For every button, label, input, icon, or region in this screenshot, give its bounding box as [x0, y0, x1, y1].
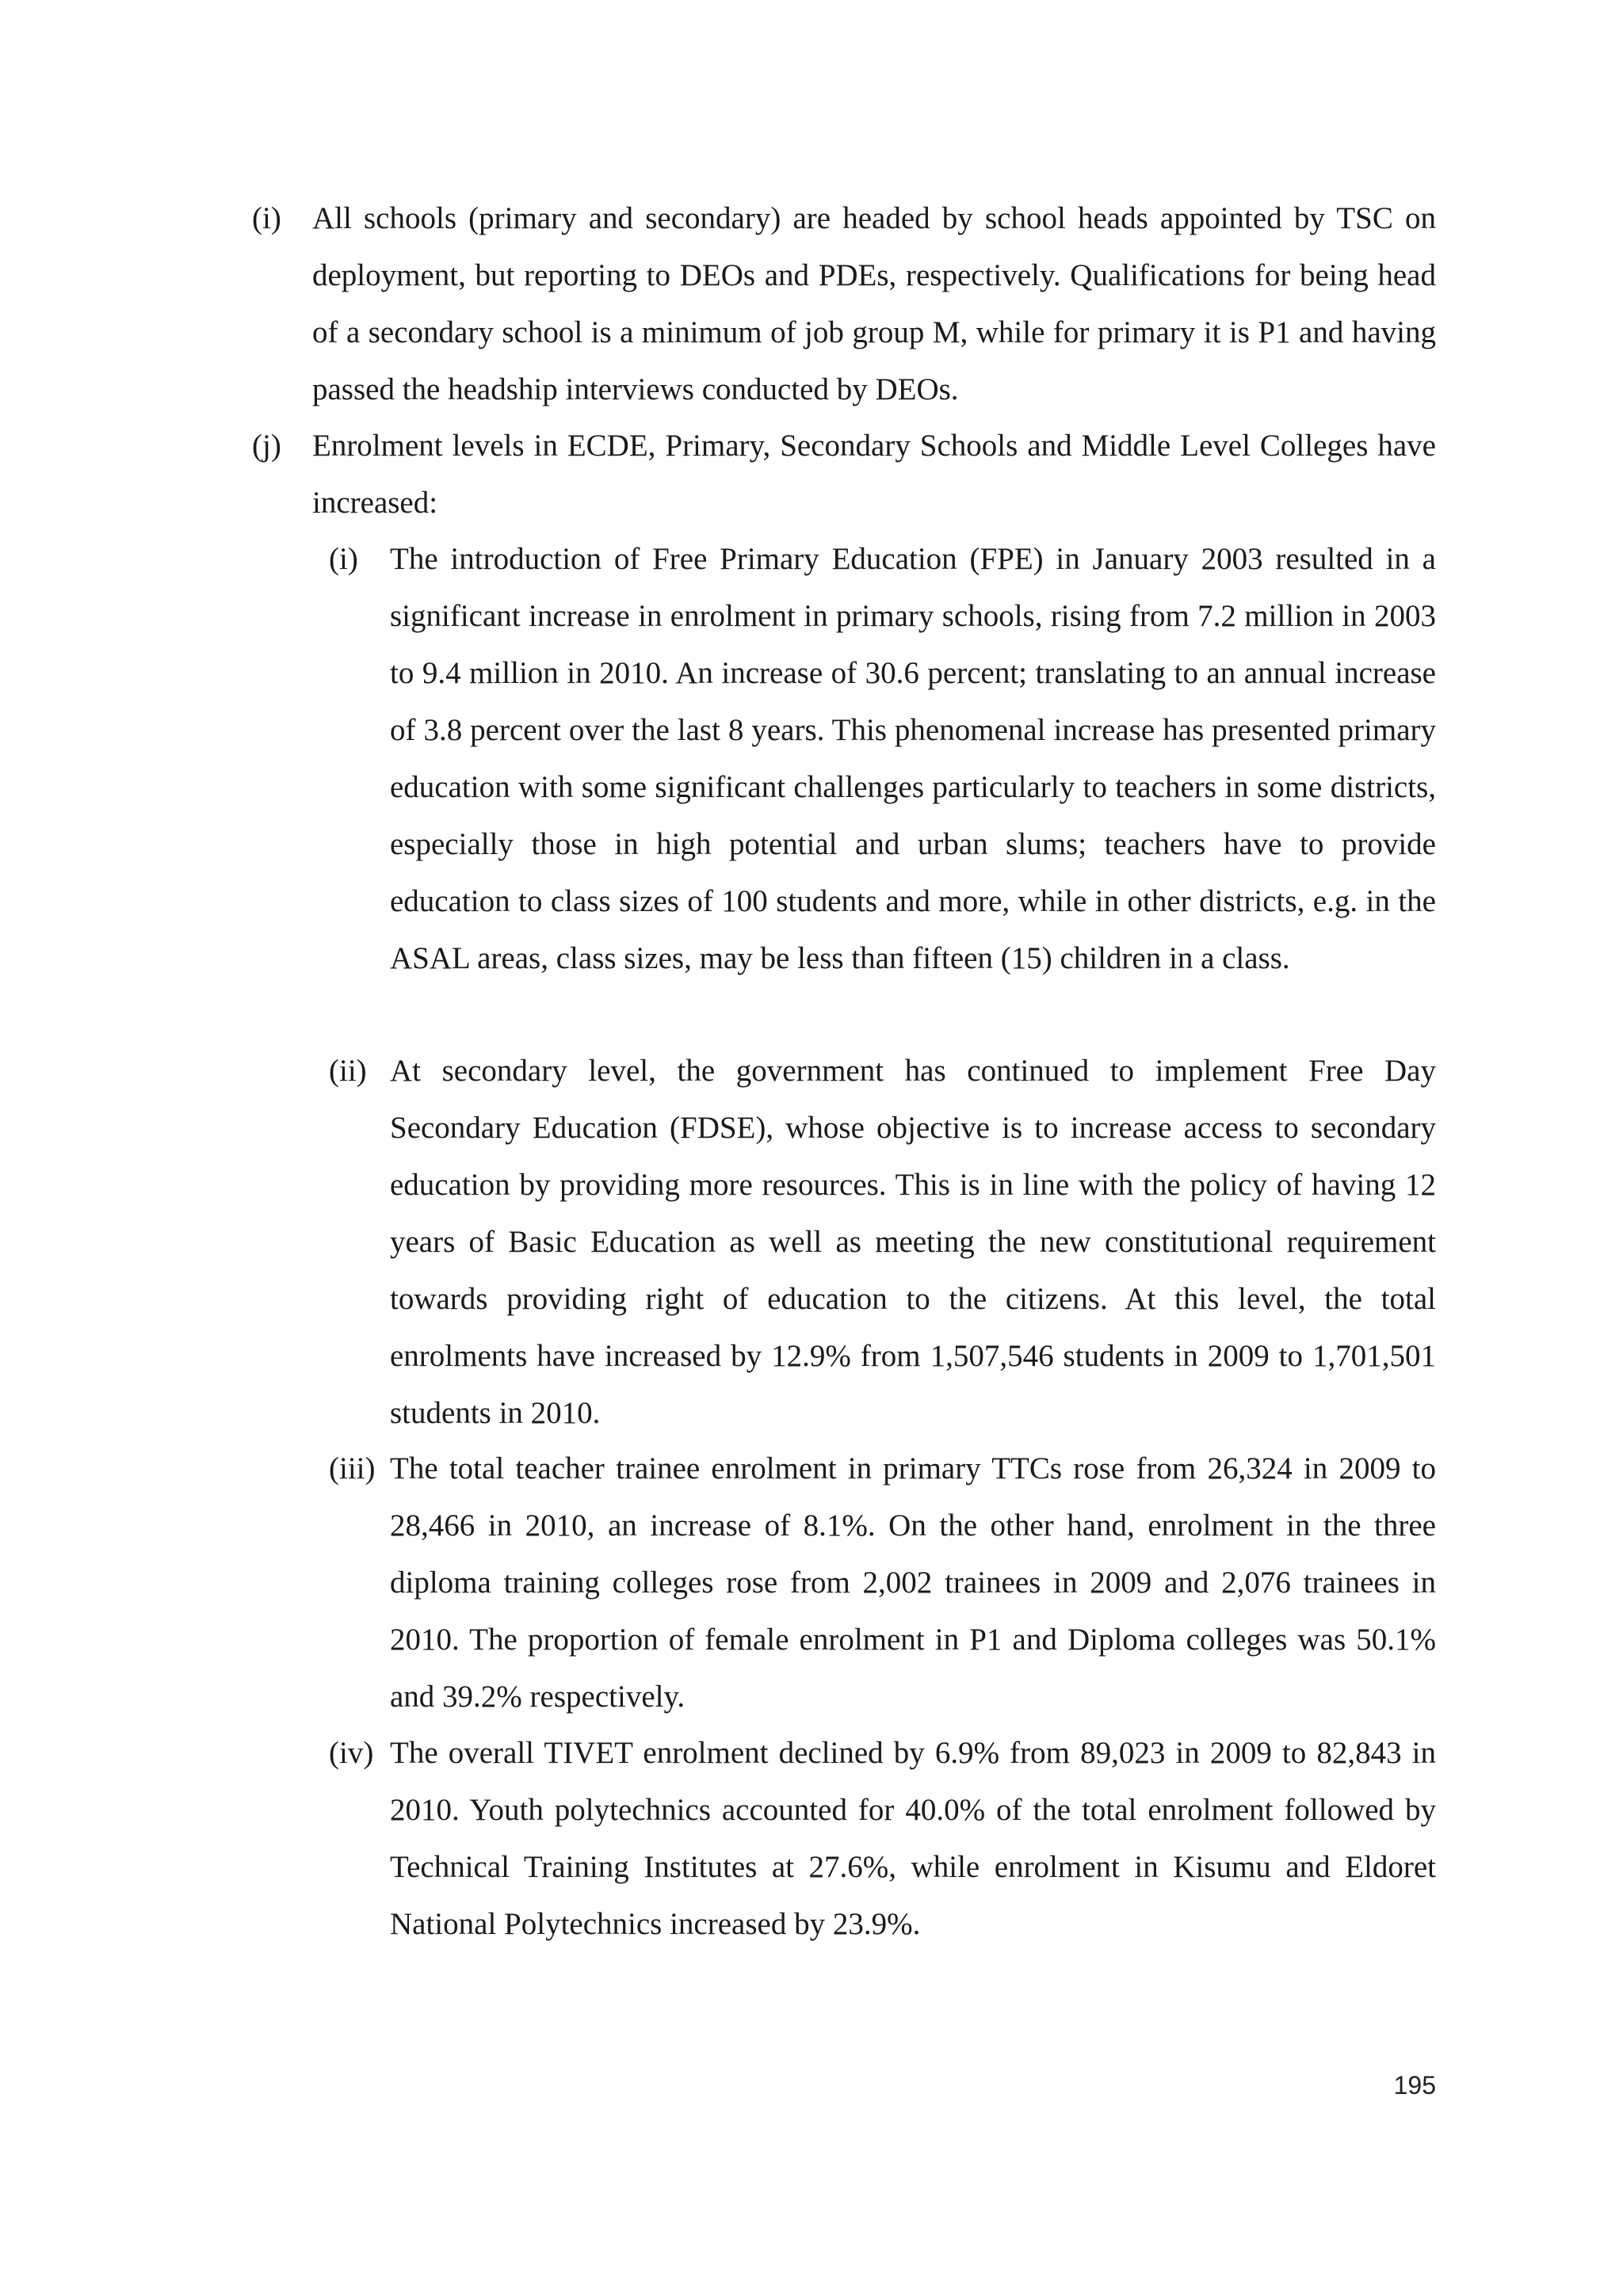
- list-item-text: Enrolment levels in ECDE, Primary, Secondary Schools and Middle Level Colleges have increased:: [312, 429, 1436, 520]
- sublist-item-iv: [329, 1725, 1436, 1953]
- sublist-item-iii: [329, 1440, 1436, 1726]
- sublist-item-text: The total teacher trainee enrolment in primary TTCs rose from 26,324 in 2009 to 28,466 in 2010, an increase of 8.1%. On the other hand, enrolment in the three diploma training colleges rose from 2,002 trainees in 2009 and 2,076 trainees in 2010. The proportion of female enrolment in P1 and Diploma colleges was 50.1% and 39.2% respectively.: [390, 1451, 1436, 1714]
- list-item-text: All schools (primary and secondary) are headed by school heads appointed by TSC on deployment, but reporting to DEOs and PDEs, respectively. Qualifications for being head of a secondary school is a minimum of job group M, while for primary it is P1 and having passed the headship interviews conducted by DEOs.: [312, 201, 1436, 406]
- sublist-marker: (iii): [329, 1451, 376, 1486]
- list-item-j: [252, 418, 1436, 532]
- sublist-item-text: The introduction of Free Primary Education (FPE) in January 2003 resulted in a significant increase in enrolment in primary schools, rising from 7.2 million in 2003 to 9.4 million in 2010. An increase of 30.6 percent; translating to an annual increase of 3.8 percent over the last 8 years. This phenomenal increase has presented primary education with some significant challenges particularly to teachers in some districts, especially those in high potential and urban slums; teachers have to provide education to class sizes of 100 students and more, while in other districts, e.g. in the ASAL areas, class sizes, may be less than fifteen (15) children in a class.: [390, 542, 1436, 975]
- list-marker: (j): [252, 429, 281, 463]
- sublist-item-i: [329, 531, 1436, 987]
- sublist-marker: (iv): [329, 1736, 374, 1770]
- list-marker: (i): [252, 201, 281, 235]
- sublist-item-text: The overall TIVET enrolment declined by 6.9% from 89,023 in 2009 to 82,843 in 2010. Youth polytechnics accounted for 40.0% of the total enrolment followed by Technical Training Institutes at 27.6%, while enrolment in Kisumu and Eldoret National Polytechnics increased by 23.9%.: [390, 1736, 1436, 1941]
- page-number: 195: [1393, 2071, 1436, 2100]
- sublist-marker: (i): [329, 542, 358, 576]
- sublist-item-ii: [329, 1043, 1436, 1442]
- sublist-marker: (ii): [329, 1054, 367, 1088]
- list-item-i: [252, 190, 1436, 418]
- sublist-item-text: At secondary level, the government has continued to implement Free Day Secondary Education (FDSE), whose objective is to increase access to secondary education by providing more resources. This is in line with the policy of having 12 years of Basic Education as well as meeting the new constitutional requirement towards providing right of education to the citizens. At this level, the total enrolments have increased by 12.9% from 1,507,546 students in 2009 to 1,701,501 students in 2010.: [390, 1054, 1436, 1430]
